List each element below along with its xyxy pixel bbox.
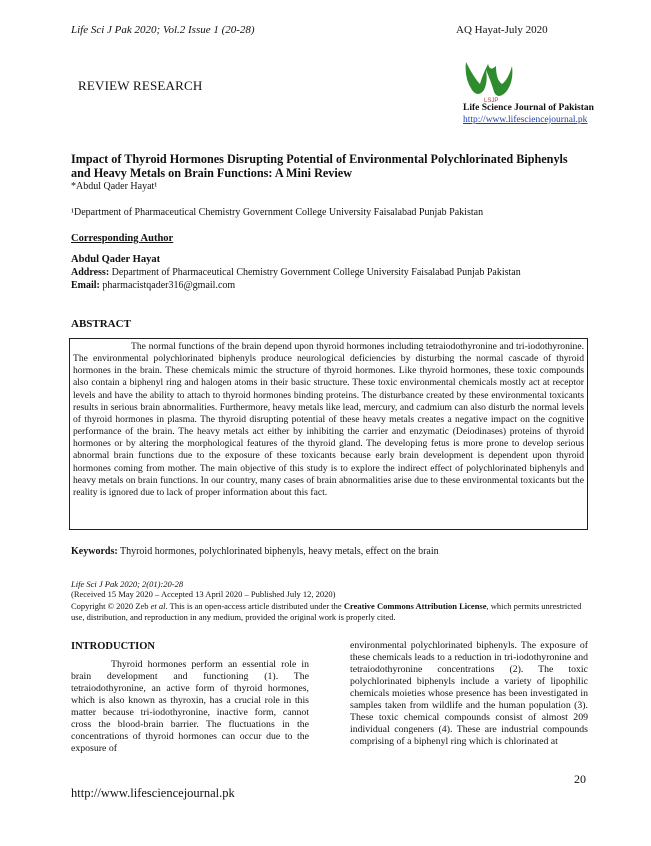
copyright-notice [71, 601, 591, 622]
abstract-box [69, 338, 588, 530]
journal-link[interactable]: http://www.lifesciencejournal.pk [463, 115, 588, 125]
abstract-text: The normal functions of the brain depend upon thyroid hormones including tetraiodothyronine and tri-iodothyronine. The environmental polychlorinated biphenyls produce neurological deficiencies by disturbing the normal cascade of thyroid hormones in the brain. These chemicals mimic the structure of thyroid hormones. Like thyroid hormones, these toxic compounds also contain a biphenyl ring and halogen atoms in their basic structure. These toxic environmental chemicals mostly act at receptor levels and have the ability to attach to thyroid hormones binding proteins. The disturbance created by these environmental toxicants results in serious brain abnormalities. Furthermore, heavy metals like lead, mercury, and cadmium can also disturb the normal levels of thyroid hormones in plasma. The thyroid disrupting potential of these heavy metals creates a negative impact on the cognitive performance of the brain. The heavy metals act either by inhibiting the carrier and enzymatic (Deiodinases) proteins of thyroid hormones or by altering the morphological features of the thyroid gland. The developing fetus is more prone to develop serious abnormal brain functions due to the exposure of these toxicants because early brain development is dependent upon thyroid hormones coming from mother. The main objective of this study is to explore the indirect effect of polychlorinated biphenyls and heavy metals on brain functions. In our country, many cases of brain abnormalities arise due to these environmental toxicants but the reality is ignored due to lack of proper information about this fact. [73, 341, 584, 498]
copyright-part: Copyright © 2020 Zeb [71, 601, 151, 611]
journal-name: Life Science Journal of Pakistan [463, 103, 594, 113]
copyright-etal: et al [150, 601, 166, 611]
corresponding-name: Abdul Qader Hayat [71, 254, 161, 265]
abstract-heading: ABSTRACT [71, 318, 131, 330]
page-number: 20 [574, 772, 586, 786]
email-label: Email: [71, 280, 100, 291]
address-value: Department of Pharmaceutical Chemistry Government College University Faisalabad Punjab Pakistan [109, 267, 521, 278]
corresponding-email [71, 280, 235, 291]
dates-line: (Received 15 May 2020 – Accepted 13 April 2020 – Published July 12, 2020) [71, 589, 336, 599]
logo-text: LSJP [484, 98, 499, 104]
copyright-part: , which permits unrestricted use, distribution, and reproduction in any medium, provided the original work is properly cited. [71, 601, 582, 622]
keywords [71, 546, 439, 557]
introduction-column-1: Thyroid hormones perform an essential role in brain development and functioning (1). The tetraiodothyronine, an active form of thyroid hormones, which is also known as thyroxin, has a crucial role in this matter because tri-iodothyronine, inactive form, cannot cross the blood-brain barrier. The fluctuations in the concentrations of thyroid hormones can occur due to the exposure of [71, 659, 309, 754]
journal-logo [462, 60, 516, 104]
copyright-part: . This is an open-access article distributed under the [165, 601, 344, 611]
article-title: Impact of Thyroid Hormones Disrupting Potential of Environmental Polychlorinated Biphenyls and Heavy Metals on Brain Functions: A Mini Review [71, 152, 568, 180]
corresponding-address [71, 267, 521, 278]
keywords-label: Keywords: [71, 546, 118, 557]
email-value[interactable]: pharmacistqader316@gmail.com [99, 280, 236, 291]
author-line: *Abdul Qader Hayat¹ [71, 181, 158, 192]
citation-line: Life Sci J Pak 2020; 2(01):20-28 [71, 579, 184, 589]
affiliation: ¹Department of Pharmaceutical Chemistry Government College University Faisalabad Punjab Pakistan [71, 207, 484, 218]
footer-url[interactable]: http://www.lifesciencejournal.pk [71, 786, 235, 800]
introduction-heading: INTRODUCTION [71, 641, 156, 652]
section-label: REVIEW RESEARCH [78, 78, 203, 93]
running-header-left: Life Sci J Pak 2020; Vol.2 Issue 1 (20-28) [71, 24, 255, 36]
corresponding-heading: Corresponding Author [71, 233, 174, 244]
address-label: Address: [71, 267, 110, 278]
running-header-right: AQ Hayat-July 2020 [456, 24, 548, 36]
introduction-column-2: environmental polychlorinated biphenyls. The exposure of these chemicals leads to a reduction in tri-iodothyronine and tetraiodothyronine concentrations (2). The toxic polychlorinated biphenyls include a variety of lipophilic chemicals moieties whose presence has been investigated in samples taken from wildlife and the human population (3). These toxic chemical compounds consist of almost 209 individual congeners (4). These are industrial compounds comprising of a biphenyl ring which is chlorinated at [350, 640, 588, 747]
copyright-license: Creative Commons Attribution License [343, 601, 487, 611]
keywords-text: Thyroid hormones, polychlorinated biphenyls, heavy metals, effect on the brain [117, 546, 439, 557]
